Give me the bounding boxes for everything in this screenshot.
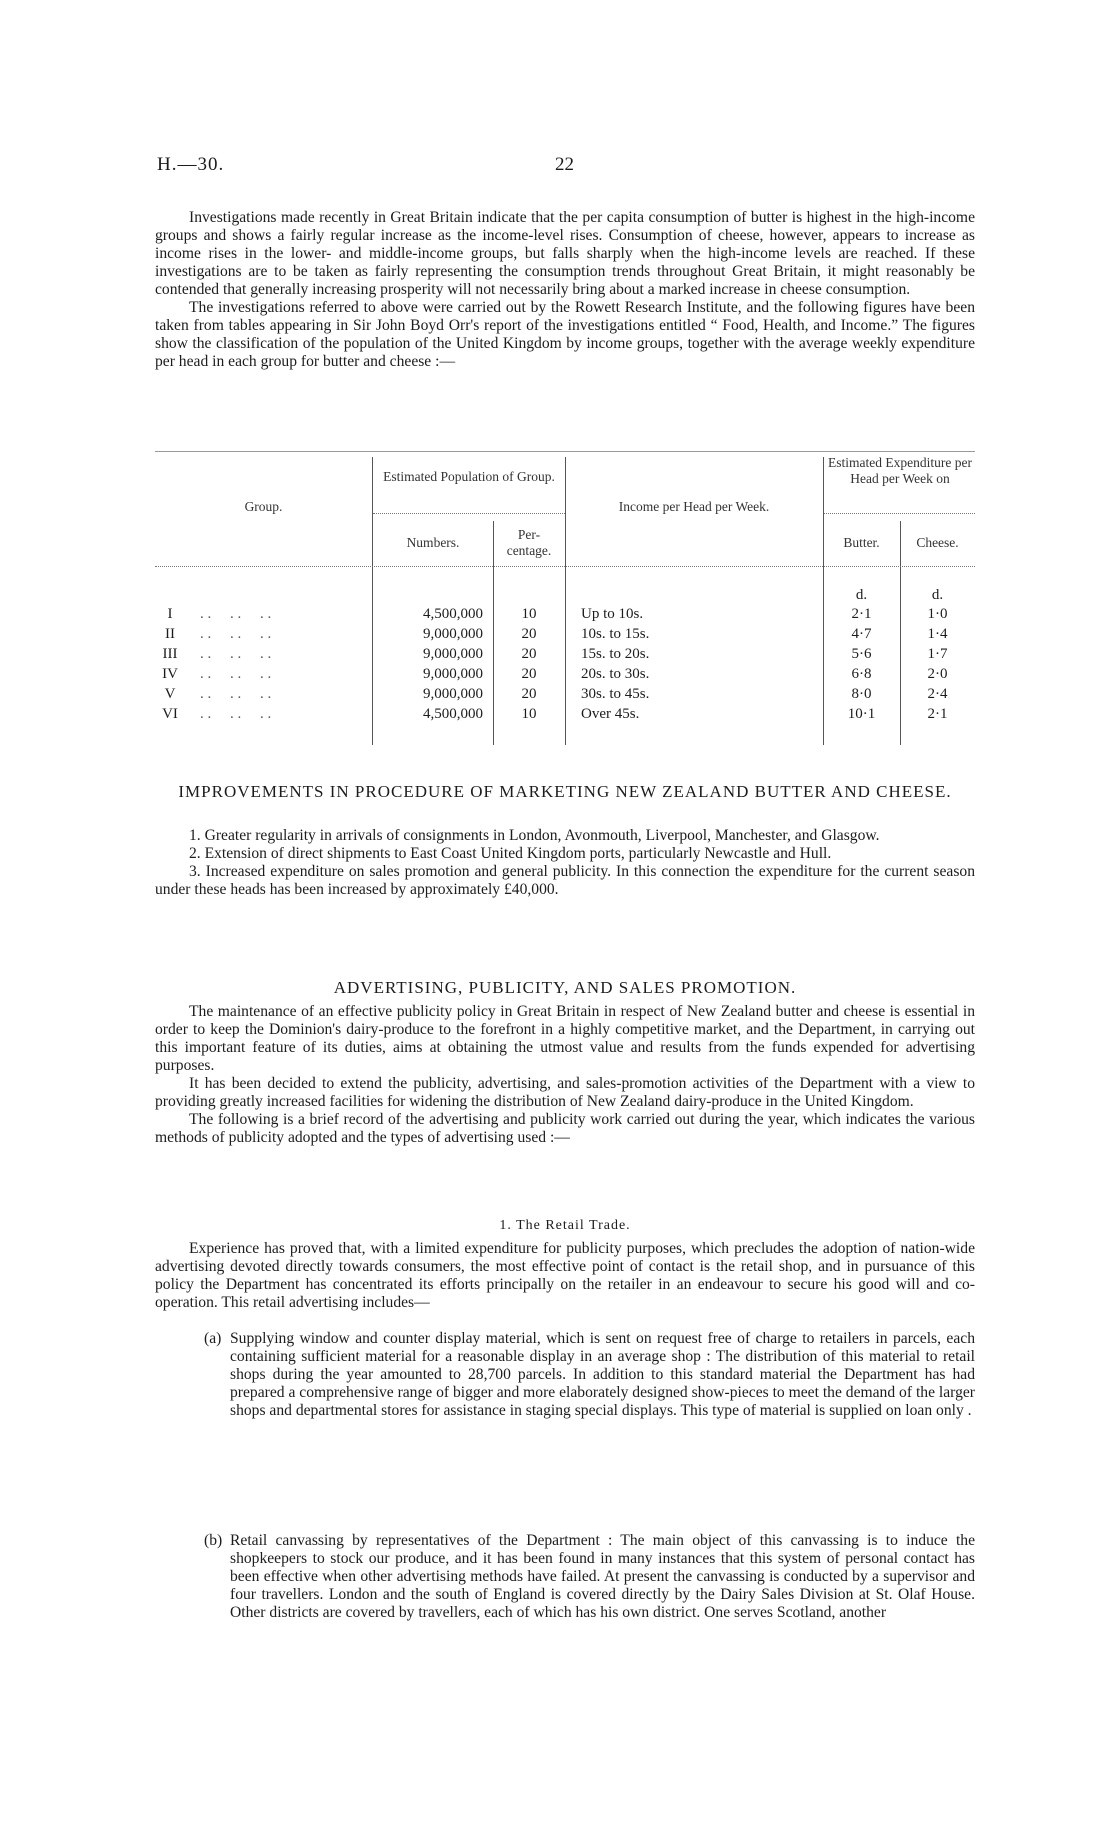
- butter-unit: d.: [855, 587, 868, 603]
- advertising-text: [155, 1003, 975, 1147]
- table-rule: [155, 566, 975, 567]
- table-cell-percentage: 20: [521, 686, 537, 702]
- table-cell-percentage: 20: [521, 666, 537, 682]
- percentage-header: Per-centage.: [506, 527, 552, 558]
- numbers-header: Numbers.: [406, 535, 460, 550]
- table-cell-numbers: 9,000,000: [423, 666, 483, 682]
- table-cell-group: II: [165, 626, 175, 642]
- table-cell-percentage: 20: [521, 646, 537, 662]
- table-cell-group: I: [167, 606, 173, 622]
- table-divider: [372, 457, 373, 745]
- table-cell-group: V: [164, 686, 176, 702]
- leader-dots: . . . . . .: [200, 666, 272, 682]
- table-cell-numbers: 9,000,000: [423, 686, 483, 702]
- table-cell-percentage: 10: [521, 706, 537, 722]
- table-cell-income: 10s. to 15s.: [581, 626, 650, 642]
- advertising-heading: ADVERTISING, PUBLICITY, AND SALES PROMOTION.: [333, 978, 797, 997]
- item-text: Retail canvassing by representatives of the Department : The main object of this canvassing is to induce the shopkeepers to stock our produce, and it has been found in many instances that this system of personal contact has been effective when other advertising methods have failed. At present the canvassing is conducted by a supervisor and four travellers. London and the south of England is covered directly by the Dairy Sales Division at St. Olaf House. Other districts are covered by travellers, each of which has his own district. One serves Scotland, another: [230, 1532, 975, 1621]
- advertising-paragraph: It has been decided to extend the publicity, advertising, and sales-promotion activities of the Department with a view to providing greatly increased facilities for widening the distribution of New Zealand dairy-produce in the United Kingdom.: [155, 1075, 975, 1110]
- table-cell-cheese: 1·0: [927, 606, 948, 622]
- improvement-item: 1. Greater regularity in arrivals of consignments in London, Avonmouth, Liverpool, Manchester, and Glasgow.: [189, 827, 880, 844]
- cheese-header: Cheese.: [916, 535, 959, 550]
- table-top-rule: [155, 451, 975, 452]
- retail-text: [155, 1240, 975, 1312]
- intro-text: [155, 209, 975, 371]
- table-cell-income: Up to 10s.: [581, 606, 644, 622]
- improvement-item: 3. Increased expenditure on sales promotion and general publicity. In this connection the expenditure for the current season under these heads has been increased by approximately £40,000.: [155, 863, 975, 898]
- butter-header: Butter.: [843, 535, 880, 550]
- table-cell-cheese: 2·0: [927, 666, 948, 682]
- table-cell-butter: 5·6: [851, 646, 872, 662]
- leader-dots: . . . . . .: [200, 646, 272, 662]
- table-cell-cheese: 1·7: [927, 646, 948, 662]
- table-cell-numbers: 4,500,000: [423, 706, 483, 722]
- table-cell-cheese: 2·1: [927, 706, 948, 722]
- table-cell-percentage: 20: [521, 626, 537, 642]
- retail-item-b: [204, 1532, 975, 1622]
- table-divider: [493, 521, 494, 745]
- table-divider: [565, 457, 566, 745]
- table-cell-numbers: 4,500,000: [423, 606, 483, 622]
- leader-dots: . . . . . .: [200, 706, 272, 722]
- item-label: (b): [204, 1532, 223, 1549]
- item-text: Supplying window and counter display material, which is sent on request free of charge to retailers in parcels, each containing sufficient material for a reasonable display in an average shop : The distribution of this material to retail shops during the year amounted to 28,700 parcels. In addition to this standard material the Department has had prepared a comprehensive range of bigger and more elaborately designed show-pieces to meet the demand of the larger shops and departmental stores for assistance in staging special displays. This type of material is supplied on loan only .: [230, 1330, 975, 1419]
- income-header: Income per Head per Week.: [618, 499, 770, 514]
- retail-item-a: [204, 1330, 975, 1420]
- table-cell-income: 20s. to 30s.: [581, 666, 650, 682]
- income-groups-table: [155, 451, 975, 751]
- table-cell-percentage: 10: [521, 606, 537, 622]
- leader-dots: . . . . . .: [200, 686, 272, 702]
- table-cell-numbers: 9,000,000: [423, 646, 483, 662]
- table-cell-group: VI: [162, 706, 178, 722]
- table-cell-butter: 2·1: [851, 606, 872, 622]
- improvement-item: 2. Extension of direct shipments to East Coast United Kingdom ports, particularly Newcastle and Hull.: [189, 845, 832, 862]
- group-header: Group.: [244, 499, 283, 514]
- table-cell-income: 30s. to 45s.: [581, 686, 650, 702]
- expenditure-header: Estimated Expenditure per Head per Week on: [828, 455, 972, 486]
- document-reference: H.—30.: [157, 154, 225, 175]
- improvements-list: [155, 827, 975, 899]
- table-rule: [373, 513, 565, 514]
- table-cell-cheese: 1·4: [927, 626, 948, 642]
- page-number: 22: [555, 154, 574, 175]
- table-cell-group: IV: [162, 666, 178, 682]
- advertising-paragraph: The maintenance of an effective publicity policy in Great Britain in respect of New Zealand butter and cheese is essential in order to keep the Dominion's dairy-produce to the forefront in a highly competitive market, and the Department, in carrying out this important feature of its duties, aims at obtaining the utmost value and results from the funds expended for advertising purposes.: [155, 1003, 975, 1074]
- table-cell-income: Over 45s.: [581, 706, 640, 722]
- leader-dots: . . . . . .: [200, 606, 272, 622]
- table-cell-cheese: 2·4: [927, 686, 948, 702]
- item-label: (a): [204, 1330, 222, 1347]
- table-cell-butter: 10·1: [847, 706, 876, 722]
- retail-subheading: 1. The Retail Trade.: [499, 1218, 631, 1233]
- table-cell-group: III: [162, 646, 178, 662]
- intro-paragraph-2: The investigations referred to above were carried out by the Rowett Research Institute, and the following figures have been taken from tables appearing in Sir John Boyd Orr's report of the investigations entitled “ Food, Health, and Income.” The figures show the classification of the population of the United Kingdom by income groups, together with the average weekly expenditure per head in each group for butter and cheese :—: [155, 299, 975, 370]
- table-cell-butter: 6·8: [851, 666, 872, 682]
- table-cell-butter: 4·7: [851, 626, 872, 642]
- table-cell-butter: 8·0: [851, 686, 872, 702]
- table-rule: [824, 513, 975, 514]
- improvements-heading: IMPROVEMENTS IN PROCEDURE OF MARKETING NEW ZEALAND BUTTER AND CHEESE.: [178, 782, 952, 801]
- leader-dots: . . . . . .: [200, 626, 272, 642]
- cheese-unit: d.: [931, 587, 944, 603]
- table-cell-numbers: 9,000,000: [423, 626, 483, 642]
- advertising-paragraph: The following is a brief record of the advertising and publicity work carried out during the year, which indicates the various methods of publicity adopted and the types of advertising used :—: [155, 1111, 975, 1146]
- intro-paragraph-1: Investigations made recently in Great Britain indicate that the per capita consumption of butter is highest in the high-income groups and shows a fairly regular increase as the income-level rises. Consumption of cheese, however, appears to increase as income rises in the lower- and middle-income groups, but falls sharply when the high-income levels are reached. If these investigations are to be taken as fairly representing the consumption trends throughout Great Britain, it might reasonably be contended that generally increasing prosperity will not necessarily bring about a marked increase in cheese consumption.: [155, 209, 975, 298]
- table-cell-income: 15s. to 20s.: [581, 646, 650, 662]
- population-header: Estimated Population of Group.: [383, 469, 555, 484]
- retail-paragraph: Experience has proved that, with a limited expenditure for publicity purposes, which precludes the adoption of nation-wide advertising devoted directly towards consumers, the most effective point of contact is the retail shop, and in pursuance of this policy the Department has concentrated its efforts principally on the retailer in an endeavour to secure his good will and co-operation. This retail advertising includes—: [155, 1240, 975, 1311]
